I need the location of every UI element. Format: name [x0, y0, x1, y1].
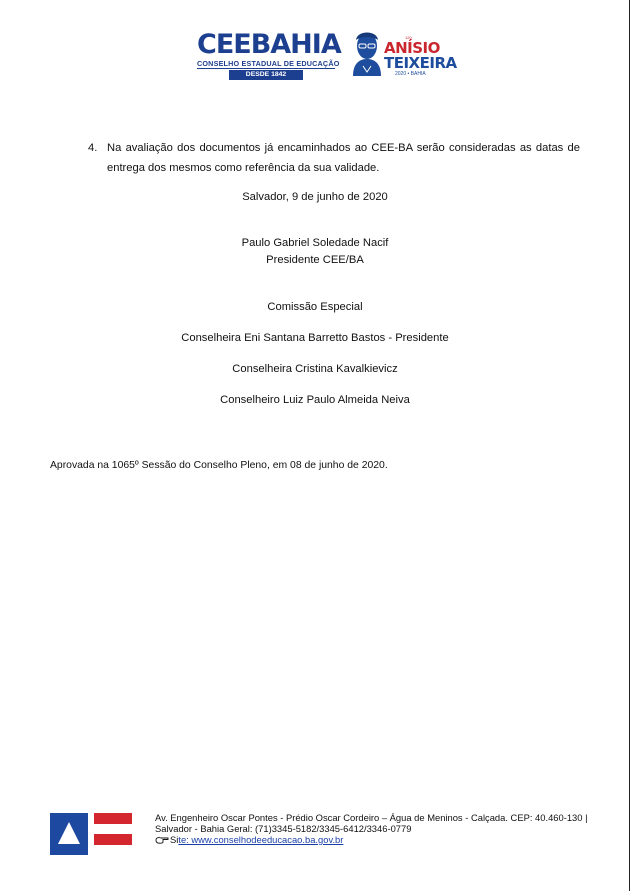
cee-subtitle: CONSELHO ESTADUAL DE EDUCAÇÃO [197, 59, 340, 68]
commission-member: Conselheiro Luiz Paulo Almeida Neiva [220, 394, 410, 406]
signer-name: Paulo Gabriel Soledade Nacif [241, 237, 389, 249]
portrait-icon [347, 26, 387, 80]
footer-address-block [155, 812, 605, 845]
anisio-teixeira-logo [347, 26, 457, 82]
footer-address-line: Av. Engenheiro Oscar Pontes - Prédio Oscar Cordeiro – Água de Meninos - Calçada. CEP: 40.460-130 | [155, 812, 588, 823]
item-number: 4. [88, 142, 98, 154]
anisio-anniversary-mark: 120 [405, 35, 412, 40]
approval-note: Aprovada na 1065º Sessão do Conselho Pleno, em 08 de junho de 2020. [50, 460, 388, 471]
cee-bahia-logo [197, 29, 341, 79]
item-text: Na avaliação dos documentos já encaminhados ao CEE-BA serão consideradas as datas de entrega dos mesmos como referência da sua validade. [107, 142, 580, 174]
commission-member: Conselheira Cristina Kavalkievicz [232, 363, 398, 375]
signer-role: Presidente CEE/BA [266, 254, 364, 266]
bahia-flag-logo [50, 813, 132, 855]
anisio-name-last: TEIXEIRA [384, 54, 457, 72]
footer-phone-line: Salvador - Bahia Geral: (71)3345-5182/3345-6412/3346-0779 [155, 823, 412, 834]
footer-site-prefix: Si [170, 834, 179, 845]
commission-title: Comissão Especial [267, 301, 363, 313]
list-item-4 [88, 138, 580, 178]
cee-divider [197, 68, 335, 69]
commission-member: Conselheira Eni Santana Barretto Bastos - Presidente [181, 332, 449, 344]
cee-wordmark: CEEBAHIA [197, 29, 341, 60]
cee-since-badge: DESDE 1842 [229, 70, 303, 80]
anisio-years: 2020 • BAHIA [395, 71, 426, 77]
anisio-name-first: ANÍSIO [384, 39, 440, 57]
place-date: Salvador, 9 de junho de 2020 [242, 191, 388, 203]
pointing-hand-icon [155, 836, 169, 844]
footer-site-row [155, 834, 605, 845]
footer-site-link[interactable]: te: www.conselhodeeducacao.ba.gov.br [178, 834, 344, 845]
